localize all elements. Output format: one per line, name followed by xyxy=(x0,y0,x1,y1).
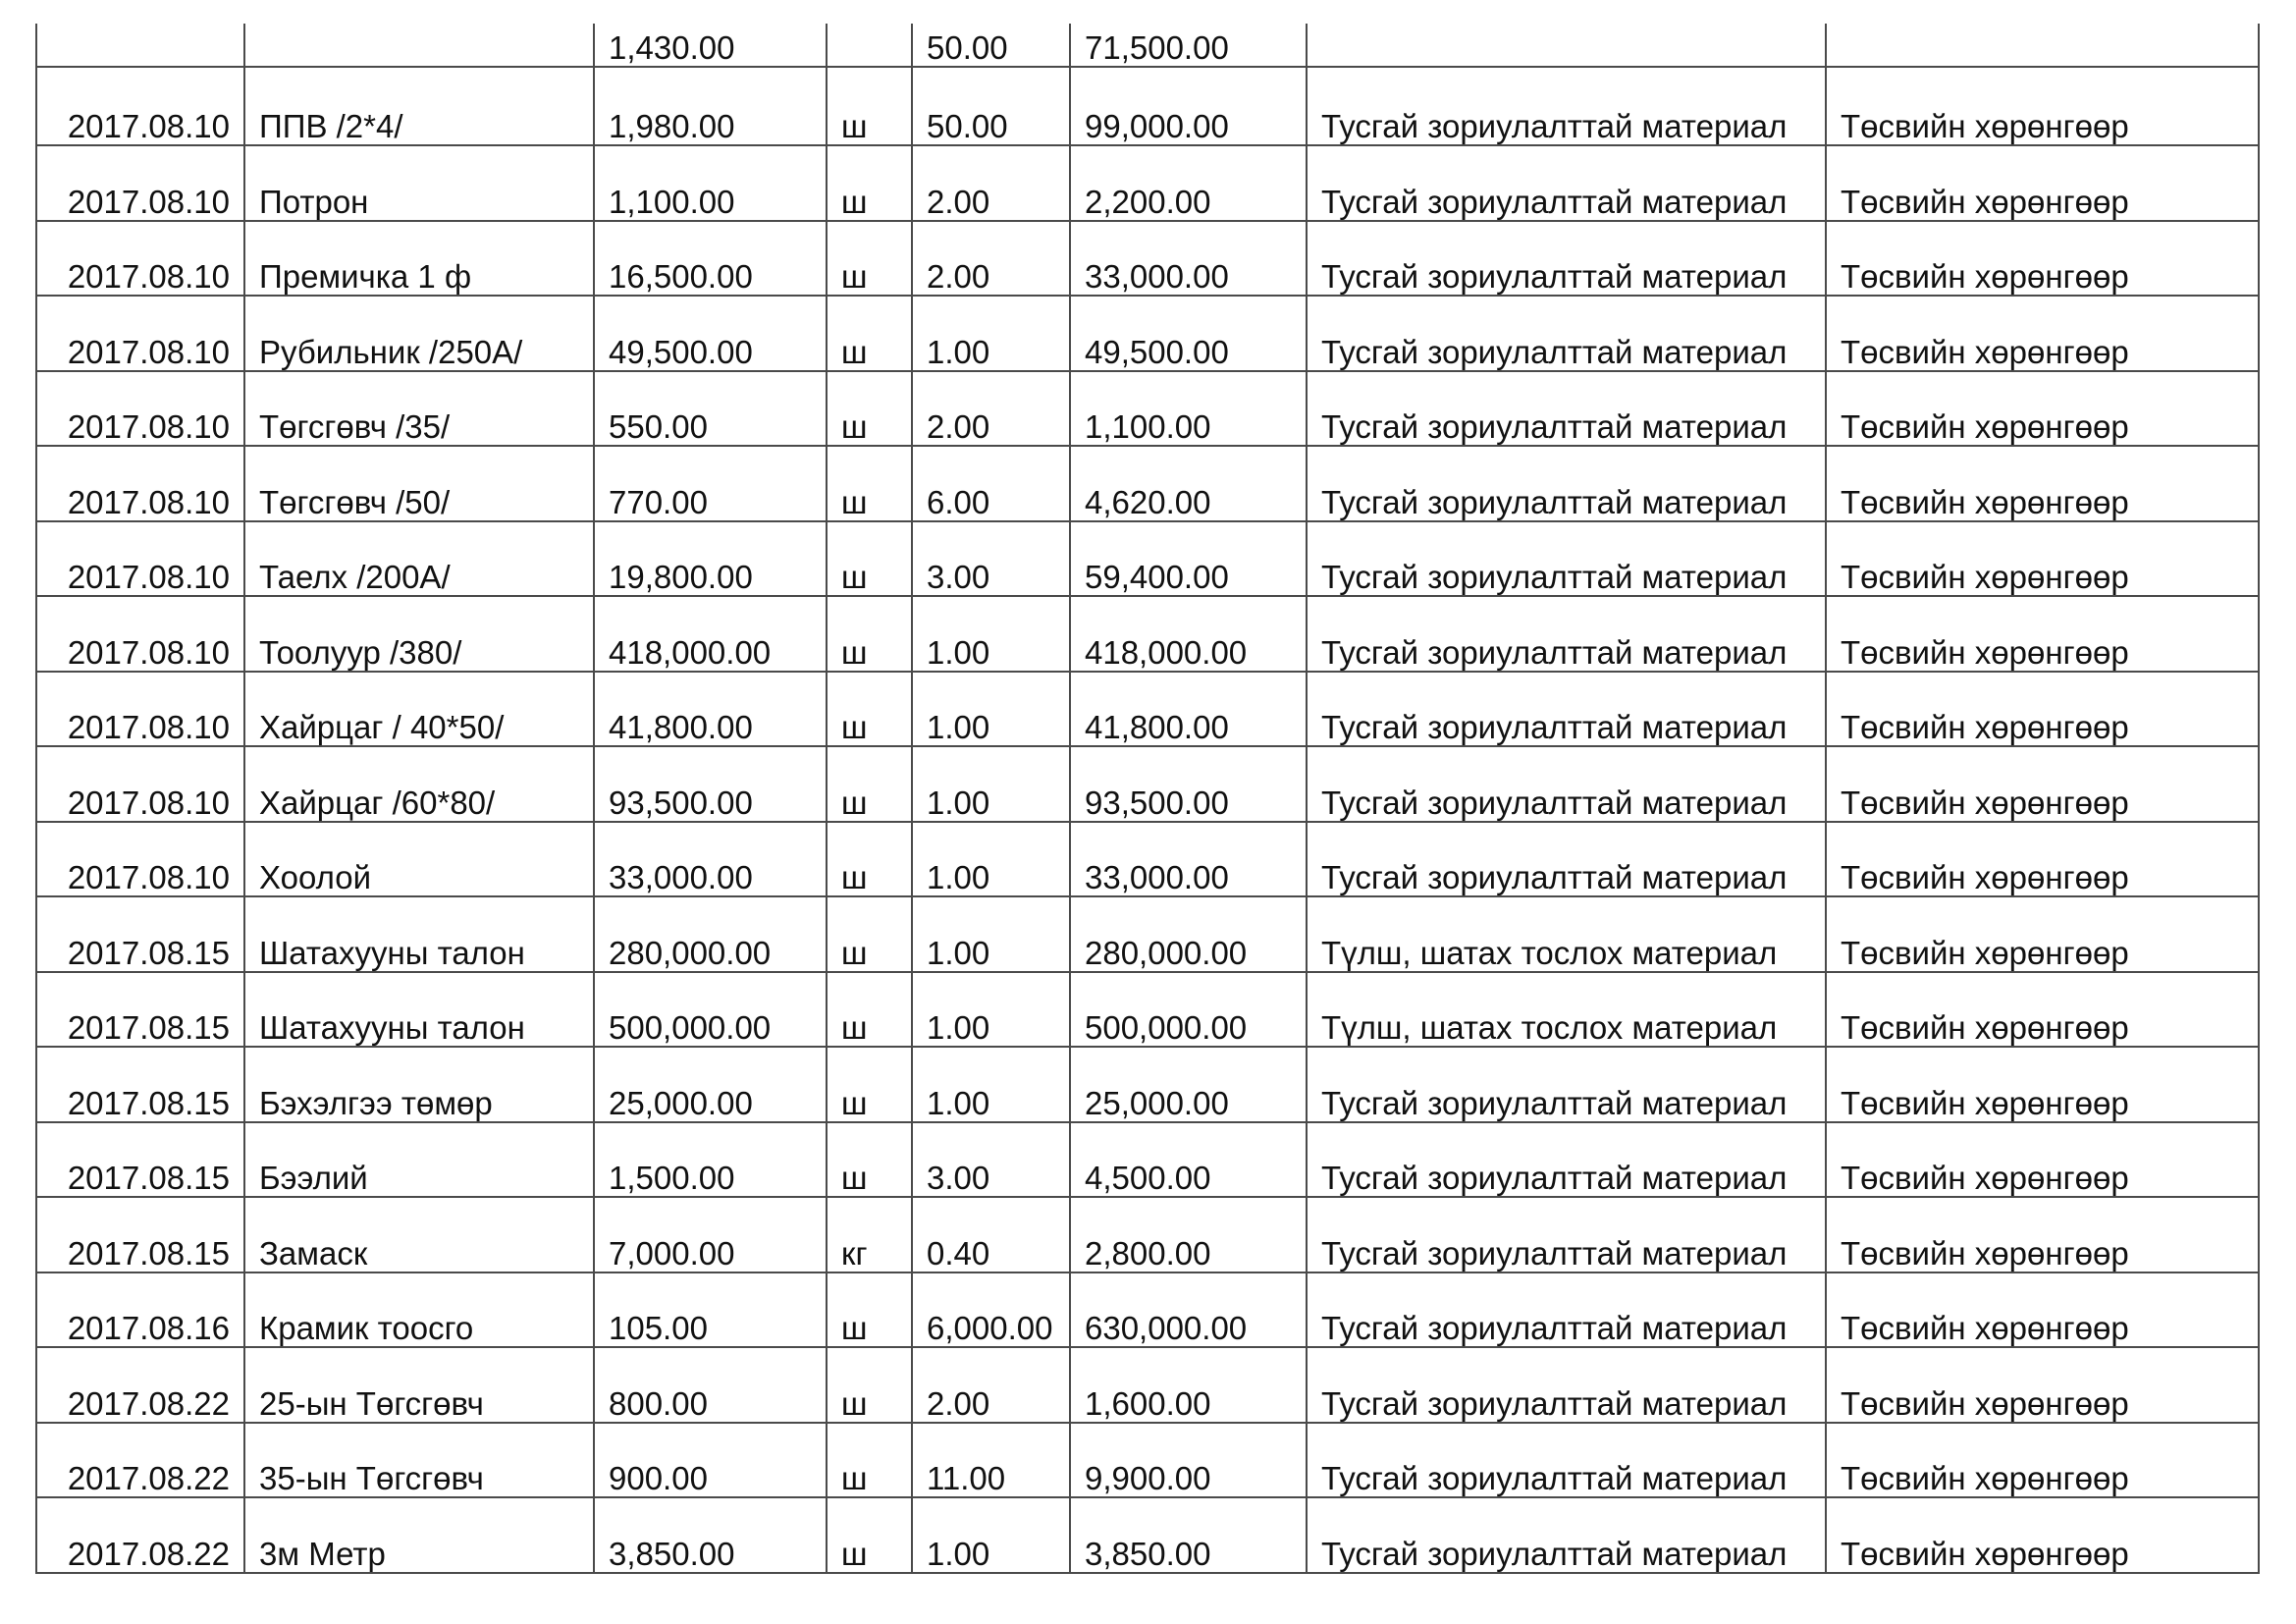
cell-date: 2017.08.15 xyxy=(36,1197,244,1272)
cell-date: 2017.08.15 xyxy=(36,972,244,1048)
cell-funding-source xyxy=(1826,24,2259,67)
cell-item-name: Шатахууны талон xyxy=(244,896,594,972)
cell-category xyxy=(1307,24,1826,67)
table-row xyxy=(36,1497,2259,1573)
cell-unit: ш xyxy=(827,972,912,1048)
table-row xyxy=(36,446,2259,521)
cell-item-name: Төгсгөвч /35/ xyxy=(244,371,594,447)
cell-category: Тусгай зориулалттай материал xyxy=(1307,822,1826,897)
cell-funding-source: Төсвийн хөрөнгөөр xyxy=(1826,746,2259,822)
cell-total: 500,000.00 xyxy=(1070,972,1307,1048)
cell-unit-price: 1,430.00 xyxy=(594,24,827,67)
cell-item-name: Таелх /200А/ xyxy=(244,521,594,597)
cell-unit: ш xyxy=(827,446,912,521)
cell-funding-source: Төсвийн хөрөнгөөр xyxy=(1826,296,2259,371)
cell-unit: ш xyxy=(827,1423,912,1498)
cell-category: Тусгай зориулалттай материал xyxy=(1307,1423,1826,1498)
table-body xyxy=(36,24,2259,1573)
cell-funding-source: Төсвийн хөрөнгөөр xyxy=(1826,822,2259,897)
cell-unit-price: 770.00 xyxy=(594,446,827,521)
purchase-table xyxy=(35,24,2260,1574)
cell-unit-price: 105.00 xyxy=(594,1272,827,1348)
cell-unit-price: 280,000.00 xyxy=(594,896,827,972)
table-row xyxy=(36,896,2259,972)
cell-unit: кг xyxy=(827,1197,912,1272)
cell-funding-source: Төсвийн хөрөнгөөр xyxy=(1826,1047,2259,1122)
cell-quantity: 2.00 xyxy=(912,221,1070,297)
cell-funding-source: Төсвийн хөрөнгөөр xyxy=(1826,1197,2259,1272)
cell-quantity: 1.00 xyxy=(912,746,1070,822)
table-row xyxy=(36,67,2259,145)
cell-unit: ш xyxy=(827,521,912,597)
cell-unit-price: 550.00 xyxy=(594,371,827,447)
cell-date xyxy=(36,24,244,67)
table-row xyxy=(36,221,2259,297)
cell-funding-source: Төсвийн хөрөнгөөр xyxy=(1826,221,2259,297)
cell-unit: ш xyxy=(827,1122,912,1198)
cell-total: 99,000.00 xyxy=(1070,67,1307,145)
cell-item-name: Хайрцаг /60*80/ xyxy=(244,746,594,822)
cell-unit-price: 1,980.00 xyxy=(594,67,827,145)
cell-unit-price: 900.00 xyxy=(594,1423,827,1498)
table-row xyxy=(36,822,2259,897)
cell-item-name: Бээлий xyxy=(244,1122,594,1198)
cell-quantity: 2.00 xyxy=(912,1347,1070,1423)
cell-category: Тусгай зориулалттай материал xyxy=(1307,1197,1826,1272)
cell-item-name: Рубильник /250А/ xyxy=(244,296,594,371)
cell-category: Тусгай зориулалттай материал xyxy=(1307,521,1826,597)
cell-total: 49,500.00 xyxy=(1070,296,1307,371)
cell-quantity: 0.40 xyxy=(912,1197,1070,1272)
cell-unit: ш xyxy=(827,67,912,145)
cell-category: Тусгай зориулалттай материал xyxy=(1307,1122,1826,1198)
cell-date: 2017.08.10 xyxy=(36,446,244,521)
cell-unit-price: 49,500.00 xyxy=(594,296,827,371)
cell-quantity: 1.00 xyxy=(912,822,1070,897)
table-row xyxy=(36,1347,2259,1423)
table-row xyxy=(36,296,2259,371)
cell-total: 2,200.00 xyxy=(1070,145,1307,221)
table-row xyxy=(36,596,2259,672)
cell-unit-price: 1,100.00 xyxy=(594,145,827,221)
cell-quantity: 3.00 xyxy=(912,521,1070,597)
cell-unit xyxy=(827,24,912,67)
cell-quantity: 2.00 xyxy=(912,145,1070,221)
cell-date: 2017.08.10 xyxy=(36,371,244,447)
cell-quantity: 1.00 xyxy=(912,1047,1070,1122)
cell-unit-price: 7,000.00 xyxy=(594,1197,827,1272)
cell-total: 4,500.00 xyxy=(1070,1122,1307,1198)
cell-item-name: Потрон xyxy=(244,145,594,221)
cell-item-name: Шатахууны талон xyxy=(244,972,594,1048)
cell-total: 1,100.00 xyxy=(1070,371,1307,447)
cell-date: 2017.08.16 xyxy=(36,1272,244,1348)
table-row xyxy=(36,972,2259,1048)
cell-unit-price: 33,000.00 xyxy=(594,822,827,897)
cell-date: 2017.08.10 xyxy=(36,67,244,145)
table-row xyxy=(36,1423,2259,1498)
cell-date: 2017.08.15 xyxy=(36,1122,244,1198)
cell-category: Тусгай зориулалттай материал xyxy=(1307,1497,1826,1573)
cell-date: 2017.08.10 xyxy=(36,596,244,672)
cell-funding-source: Төсвийн хөрөнгөөр xyxy=(1826,972,2259,1048)
cell-item-name: Хайрцаг / 40*50/ xyxy=(244,672,594,747)
cell-funding-source: Төсвийн хөрөнгөөр xyxy=(1826,1347,2259,1423)
cell-item-name: Төгсгөвч /50/ xyxy=(244,446,594,521)
cell-quantity: 1.00 xyxy=(912,596,1070,672)
cell-date: 2017.08.10 xyxy=(36,145,244,221)
cell-total: 41,800.00 xyxy=(1070,672,1307,747)
cell-unit-price: 19,800.00 xyxy=(594,521,827,597)
table-row xyxy=(36,521,2259,597)
cell-total: 2,800.00 xyxy=(1070,1197,1307,1272)
cell-unit-price: 93,500.00 xyxy=(594,746,827,822)
cell-item-name xyxy=(244,24,594,67)
cell-quantity: 3.00 xyxy=(912,1122,1070,1198)
cell-category: Тусгай зориулалттай материал xyxy=(1307,446,1826,521)
cell-funding-source: Төсвийн хөрөнгөөр xyxy=(1826,371,2259,447)
table-row xyxy=(36,746,2259,822)
cell-item-name: ППВ /2*4/ xyxy=(244,67,594,145)
cell-unit: ш xyxy=(827,371,912,447)
cell-item-name: Бэхэлгээ төмөр xyxy=(244,1047,594,1122)
cell-unit-price: 16,500.00 xyxy=(594,221,827,297)
cell-quantity: 2.00 xyxy=(912,371,1070,447)
cell-total: 280,000.00 xyxy=(1070,896,1307,972)
cell-quantity: 1.00 xyxy=(912,296,1070,371)
cell-unit: ш xyxy=(827,746,912,822)
cell-date: 2017.08.10 xyxy=(36,221,244,297)
cell-quantity: 11.00 xyxy=(912,1423,1070,1498)
cell-funding-source: Төсвийн хөрөнгөөр xyxy=(1826,446,2259,521)
cell-unit: ш xyxy=(827,672,912,747)
cell-unit: ш xyxy=(827,221,912,297)
cell-total: 59,400.00 xyxy=(1070,521,1307,597)
cell-total: 33,000.00 xyxy=(1070,822,1307,897)
cell-funding-source: Төсвийн хөрөнгөөр xyxy=(1826,672,2259,747)
cell-total: 9,900.00 xyxy=(1070,1423,1307,1498)
cell-unit-price: 1,500.00 xyxy=(594,1122,827,1198)
cell-funding-source: Төсвийн хөрөнгөөр xyxy=(1826,896,2259,972)
cell-category: Тусгай зориулалттай материал xyxy=(1307,1047,1826,1122)
cell-unit-price: 800.00 xyxy=(594,1347,827,1423)
table-row xyxy=(36,145,2259,221)
cell-funding-source: Төсвийн хөрөнгөөр xyxy=(1826,596,2259,672)
cell-quantity: 50.00 xyxy=(912,67,1070,145)
table-row xyxy=(36,1272,2259,1348)
cell-date: 2017.08.22 xyxy=(36,1423,244,1498)
cell-item-name: Премичка 1 ф xyxy=(244,221,594,297)
cell-quantity: 1.00 xyxy=(912,1497,1070,1573)
table-row xyxy=(36,371,2259,447)
table-row xyxy=(36,1047,2259,1122)
cell-date: 2017.08.10 xyxy=(36,296,244,371)
cell-category: Тусгай зориулалттай материал xyxy=(1307,67,1826,145)
cell-quantity: 6,000.00 xyxy=(912,1272,1070,1348)
cell-funding-source: Төсвийн хөрөнгөөр xyxy=(1826,1122,2259,1198)
cell-total: 4,620.00 xyxy=(1070,446,1307,521)
cell-category: Тусгай зориулалттай материал xyxy=(1307,746,1826,822)
cell-category: Түлш, шатах тослох материал xyxy=(1307,896,1826,972)
cell-date: 2017.08.15 xyxy=(36,1047,244,1122)
cell-date: 2017.08.22 xyxy=(36,1347,244,1423)
cell-unit: ш xyxy=(827,1272,912,1348)
cell-date: 2017.08.10 xyxy=(36,672,244,747)
cell-unit: ш xyxy=(827,1497,912,1573)
cell-item-name: Хоолой xyxy=(244,822,594,897)
cell-category: Тусгай зориулалттай материал xyxy=(1307,145,1826,221)
cell-item-name: Замаск xyxy=(244,1197,594,1272)
cell-total: 630,000.00 xyxy=(1070,1272,1307,1348)
cell-funding-source: Төсвийн хөрөнгөөр xyxy=(1826,1497,2259,1573)
cell-unit-price: 500,000.00 xyxy=(594,972,827,1048)
cell-unit-price: 3,850.00 xyxy=(594,1497,827,1573)
cell-unit-price: 25,000.00 xyxy=(594,1047,827,1122)
cell-item-name: 25-ын Төгсгөвч xyxy=(244,1347,594,1423)
cell-unit: ш xyxy=(827,1047,912,1122)
cell-total: 3,850.00 xyxy=(1070,1497,1307,1573)
cell-unit: ш xyxy=(827,596,912,672)
cell-date: 2017.08.15 xyxy=(36,896,244,972)
cell-category: Тусгай зориулалттай материал xyxy=(1307,672,1826,747)
cell-funding-source: Төсвийн хөрөнгөөр xyxy=(1826,521,2259,597)
cell-date: 2017.08.10 xyxy=(36,746,244,822)
cell-unit: ш xyxy=(827,145,912,221)
cell-category: Тусгай зориулалттай материал xyxy=(1307,596,1826,672)
cell-unit-price: 41,800.00 xyxy=(594,672,827,747)
cell-date: 2017.08.10 xyxy=(36,521,244,597)
cell-total: 418,000.00 xyxy=(1070,596,1307,672)
cell-funding-source: Төсвийн хөрөнгөөр xyxy=(1826,1272,2259,1348)
cell-quantity: 1.00 xyxy=(912,896,1070,972)
cell-category: Тусгай зориулалттай материал xyxy=(1307,371,1826,447)
table-row xyxy=(36,672,2259,747)
cell-category: Тусгай зориулалттай материал xyxy=(1307,1347,1826,1423)
cell-unit: ш xyxy=(827,296,912,371)
cell-total: 25,000.00 xyxy=(1070,1047,1307,1122)
cell-category: Тусгай зориулалттай материал xyxy=(1307,296,1826,371)
cell-unit: ш xyxy=(827,822,912,897)
cell-quantity: 6.00 xyxy=(912,446,1070,521)
cell-date: 2017.08.22 xyxy=(36,1497,244,1573)
cell-item-name: Крамик тоосго xyxy=(244,1272,594,1348)
cell-category: Түлш, шатах тослох материал xyxy=(1307,972,1826,1048)
table-row xyxy=(36,1122,2259,1198)
cell-category: Тусгай зориулалттай материал xyxy=(1307,1272,1826,1348)
table-row xyxy=(36,24,2259,67)
cell-unit: ш xyxy=(827,1347,912,1423)
cell-funding-source: Төсвийн хөрөнгөөр xyxy=(1826,1423,2259,1498)
cell-category: Тусгай зориулалттай материал xyxy=(1307,221,1826,297)
cell-quantity: 1.00 xyxy=(912,972,1070,1048)
cell-unit: ш xyxy=(827,896,912,972)
table-row xyxy=(36,1197,2259,1272)
cell-total: 93,500.00 xyxy=(1070,746,1307,822)
cell-item-name: Тоолуур /380/ xyxy=(244,596,594,672)
cell-total: 1,600.00 xyxy=(1070,1347,1307,1423)
cell-quantity: 50.00 xyxy=(912,24,1070,67)
cell-unit-price: 418,000.00 xyxy=(594,596,827,672)
cell-item-name: 35-ын Төгсгөвч xyxy=(244,1423,594,1498)
cell-funding-source: Төсвийн хөрөнгөөр xyxy=(1826,145,2259,221)
cell-funding-source: Төсвийн хөрөнгөөр xyxy=(1826,67,2259,145)
cell-date: 2017.08.10 xyxy=(36,822,244,897)
cell-item-name: 3м Метр xyxy=(244,1497,594,1573)
cell-quantity: 1.00 xyxy=(912,672,1070,747)
cell-total: 71,500.00 xyxy=(1070,24,1307,67)
cell-total: 33,000.00 xyxy=(1070,221,1307,297)
